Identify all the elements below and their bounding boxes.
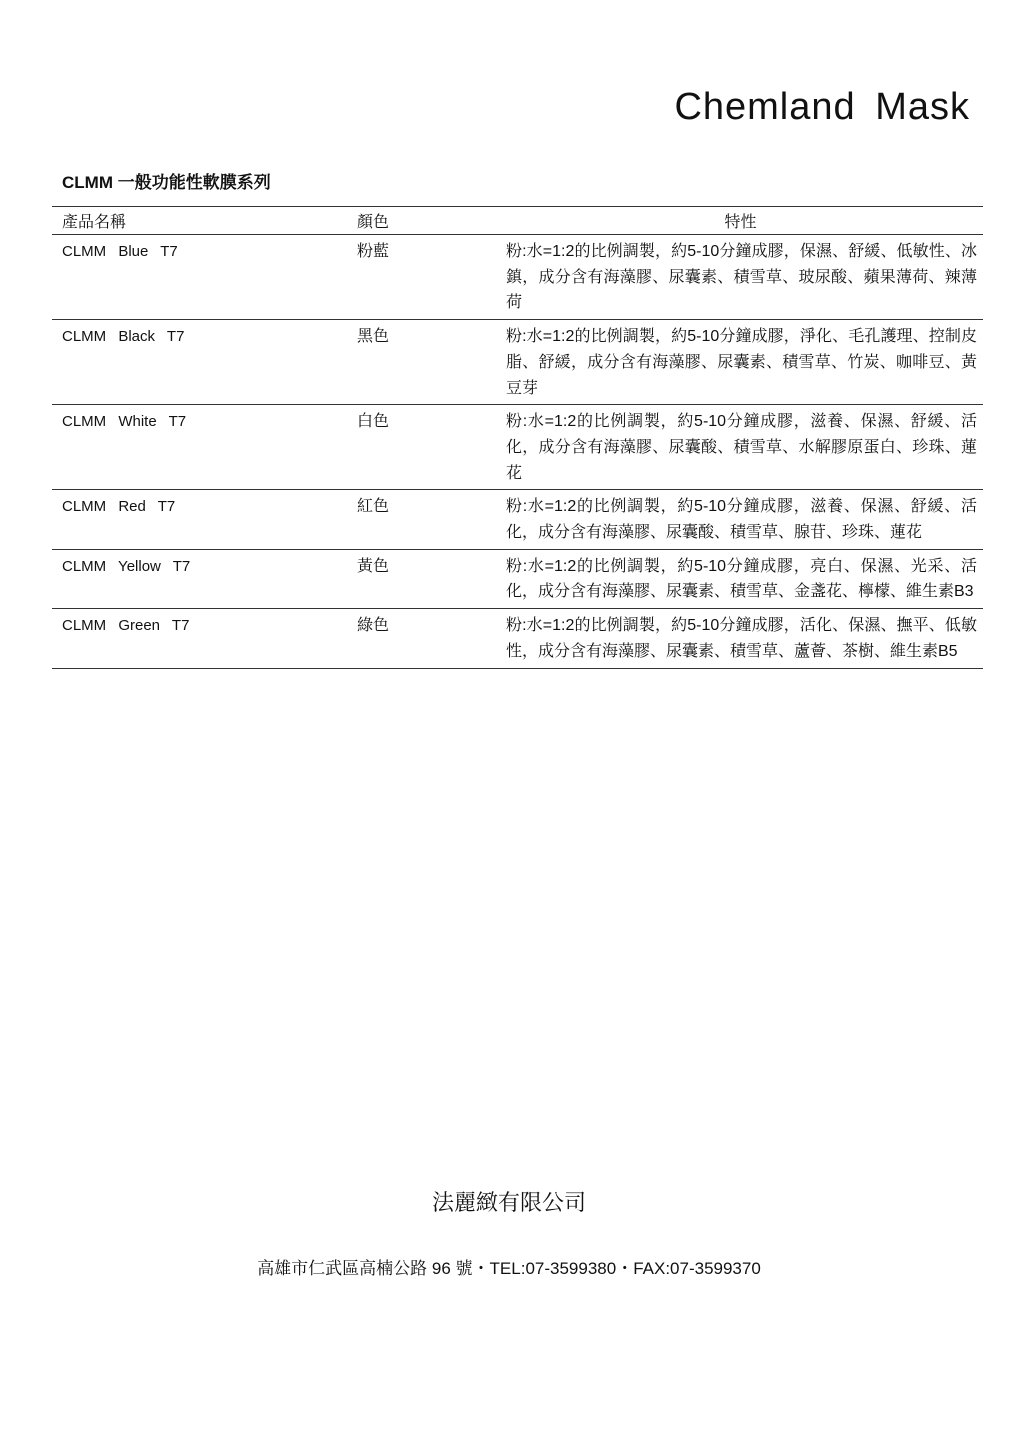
header-product-name: 產品名稱 bbox=[52, 207, 347, 235]
product-color: 粉藍 bbox=[347, 235, 496, 320]
header-feature: 特性 bbox=[496, 207, 983, 235]
table-row bbox=[52, 490, 983, 549]
product-name: CLMM Red T7 bbox=[52, 490, 347, 549]
product-color: 黃色 bbox=[347, 549, 496, 608]
product-table bbox=[52, 206, 983, 669]
product-feature: 粉:水=1:2的比例調製，約5-10分鐘成膠，滋養、保濕、舒緩、活化，成分含有海藻膠、尿囊酸、積雪草、水解膠原蛋白、珍珠、蓮花 bbox=[496, 405, 983, 490]
product-name: CLMM White T7 bbox=[52, 405, 347, 490]
product-feature: 粉:水=1:2的比例調製，約5-10分鐘成膠，保濕、舒緩、低敏性、冰鎮，成分含有海藻膠、尿囊素、積雪草、玻尿酸、蘋果薄荷、辣薄荷 bbox=[496, 235, 983, 320]
product-name: CLMM Black T7 bbox=[52, 320, 347, 405]
product-feature: 粉:水=1:2的比例調製，約5-10分鐘成膠，亮白、保濕、光采、活化，成分含有海藻膠、尿囊素、積雪草、金盞花、檸檬、維生素B3 bbox=[496, 549, 983, 608]
table-row bbox=[52, 320, 983, 405]
product-feature: 粉:水=1:2的比例調製，約5-10分鐘成膠，活化、保濕、撫平、低敏性，成分含有海藻膠、尿囊素、積雪草、蘆薈、茶樹、維生素B5 bbox=[496, 609, 983, 668]
table-row bbox=[52, 549, 983, 608]
table-row bbox=[52, 235, 983, 320]
company-address: 高雄市仁武區高楠公路 96 號・TEL:07-3599380・FAX:07-3599370 bbox=[257, 1259, 761, 1278]
product-color: 白色 bbox=[347, 405, 496, 490]
product-feature: 粉:水=1:2的比例調製，約5-10分鐘成膠，淨化、毛孔護理、控制皮脂、舒緩，成分含有海藻膠、尿囊素、積雪草、竹炭、咖啡豆、黃豆芽 bbox=[496, 320, 983, 405]
product-name: CLMM Green T7 bbox=[52, 609, 347, 668]
document-title: Chemland Mask bbox=[674, 86, 970, 128]
table-row bbox=[52, 405, 983, 490]
product-name: CLMM Yellow T7 bbox=[52, 549, 347, 608]
table-header-row bbox=[52, 207, 983, 235]
product-color: 綠色 bbox=[347, 609, 496, 668]
table-row bbox=[52, 609, 983, 668]
series-title: CLMM 一般功能性軟膜系列 bbox=[62, 173, 271, 192]
product-color: 紅色 bbox=[347, 490, 496, 549]
product-name: CLMM Blue T7 bbox=[52, 235, 347, 320]
company-name: 法麗緻有限公司 bbox=[431, 1190, 586, 1215]
header-color: 顏色 bbox=[347, 207, 496, 235]
product-color: 黑色 bbox=[347, 320, 496, 405]
product-feature: 粉:水=1:2的比例調製，約5-10分鐘成膠，滋養、保濕、舒緩、活化，成分含有海藻膠、尿囊酸、積雪草、腺苷、珍珠、蓮花 bbox=[496, 490, 983, 549]
